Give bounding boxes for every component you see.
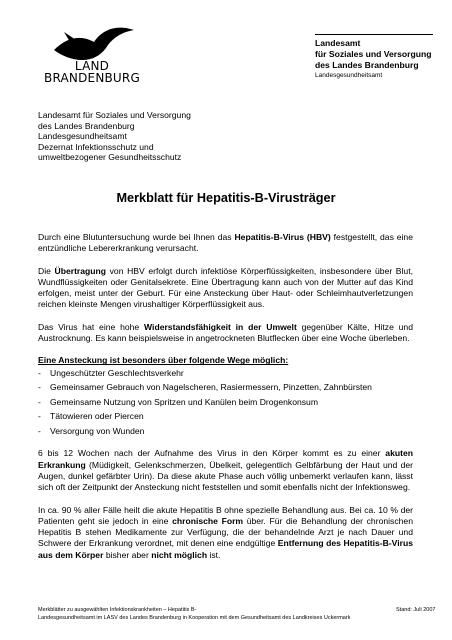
text: festgestellt, das eine entzündliche Lebererkrankung verursacht.	[38, 232, 413, 254]
paragraph-acute	[38, 448, 413, 493]
address-line: umweltbezogener Gesundheitsschutz	[38, 152, 182, 163]
emphasis: akuten Erkrankung	[38, 448, 413, 470]
org-line-3: des Landes Brandenburg	[315, 60, 419, 70]
text: von HBV erfolgt durch infektiöse Körperflüssigkeiten, insbesondere über Blut, Wundflüssigkeiten oder Genitalsekrete. Eine Übertragung kann auch von der Mutter auf das Kind erfolgen, meist unter der Geburt. Für eine Ansteckung über Haut- oder Schleimhautverletzungen reichen kleinste Mengen virushaltiger Körperflüssigkeit aus.	[38, 265, 413, 310]
text: Das Virus hat eine hohe	[38, 321, 145, 332]
footer-date: Stand: Juli 2007	[396, 607, 436, 613]
text: 6 bis 12 Wochen nach der Aufnahme des Virus in den Körper kommt es zu einer	[38, 448, 386, 459]
emphasis: nicht möglich	[151, 549, 208, 560]
text: Durch eine Blutuntersuchung wurde bei Ihnen das	[38, 232, 235, 242]
list-item: - Gemeinsamer Gebrauch von Nagelscheren, Rasiermessern, Pinzetten, Zahnbürsten	[38, 382, 413, 393]
org-line-1: Landesamt	[315, 38, 361, 48]
emphasis: Widerstandsfähigkeit in der Umwelt	[144, 321, 297, 332]
address-block	[38, 110, 298, 163]
address-line: Dezernat Infektionsschutz und	[38, 141, 154, 152]
address-line: des Landes Brandenburg	[38, 120, 135, 131]
list-heading: Eine Ansteckung ist besonders über folgende Wege möglich:	[38, 355, 289, 366]
text: ist.	[207, 549, 221, 560]
text: In ca. 90 % aller Fälle heilt die akute Hepatitis B ohne spezielle Behandlung aus. Bei ca. 10 % der Patienten geht sie jedoch in eine	[38, 504, 413, 526]
org-sub: Landesgesundheitsamt	[315, 72, 383, 79]
list-item: - Gemeinsame Nutzung von Spritzen und Kanülen beim Drogenkonsum	[38, 397, 413, 408]
transmission-list	[38, 368, 413, 438]
header-organization	[315, 34, 445, 81]
emphasis: Entfernung des Hepatitis-B-Virus aus dem Körper	[38, 538, 413, 560]
logo-line-2: BRANDENBURG	[44, 71, 140, 85]
page-title: Merkblatt für Hepatitis-B-Virusträger	[116, 191, 336, 205]
list-item: - Tätowieren oder Piercen	[38, 411, 413, 422]
logo-line-1: LAND	[74, 59, 110, 73]
address-line: Landesamt für Soziales und Versorgung	[38, 110, 191, 120]
text: (Müdigkeit, Gelenkschmerzen, Übelkeit, gelegentlich Gelbfärbung der Haut und der Augen, dunkel gefärbter Urin). Da diese akute Phase auch völlig unbemerkt verlaufen kann, lässt sich oft der Zeitpunkt der Ansteckung nicht feststellen und somit ebenfalls nicht der Infektionsweg.	[38, 459, 413, 493]
paragraph-chronic	[38, 505, 413, 561]
org-line-2: für Soziales und Versorgung	[315, 49, 432, 59]
list-item: - Versorgung von Wunden	[38, 426, 413, 437]
text: bisher aber	[103, 549, 152, 560]
text: über. Für die Behandlung der chronischen Hepatitis B stehen Medikamente zur Verfügung, die der behandelnde Arzt je nach Dauer und Schwere der Erkrankung verordnet, mit denen eine endgültige	[38, 515, 413, 549]
header-rule	[315, 34, 433, 35]
address-line: Landesgesundheitsamt	[38, 131, 127, 142]
emphasis: Übertragung	[54, 265, 107, 276]
paragraph-transmission	[38, 266, 413, 311]
footer	[38, 607, 398, 622]
text: gegenüber Kälte, Hitze und Austrocknung. Es kann beispielsweise in angetrockneten Blutflecken über eine Woche überleben.	[38, 321, 413, 344]
document-body	[38, 232, 413, 572]
emphasis: chronische Form	[172, 515, 244, 526]
paragraph-intro	[38, 232, 413, 255]
emphasis: Hepatitis-B-Virus (HBV)	[234, 232, 331, 242]
paragraph-resistance	[38, 322, 413, 345]
footer-line-1: Merkblätter zu ausgewählten Infektionskrankheiten – Hepatitis B-	[38, 607, 197, 613]
text: Die	[38, 265, 55, 276]
list-item: - Ungeschützter Geschlechtsverkehr	[38, 368, 413, 379]
footer-line-2: Landesgesundheitsamt im LASV des Landes Brandenburg in Kooperation mit dem Gesundheitsamt des Landkreises Uckermark	[38, 614, 351, 621]
logo-text	[36, 60, 148, 84]
